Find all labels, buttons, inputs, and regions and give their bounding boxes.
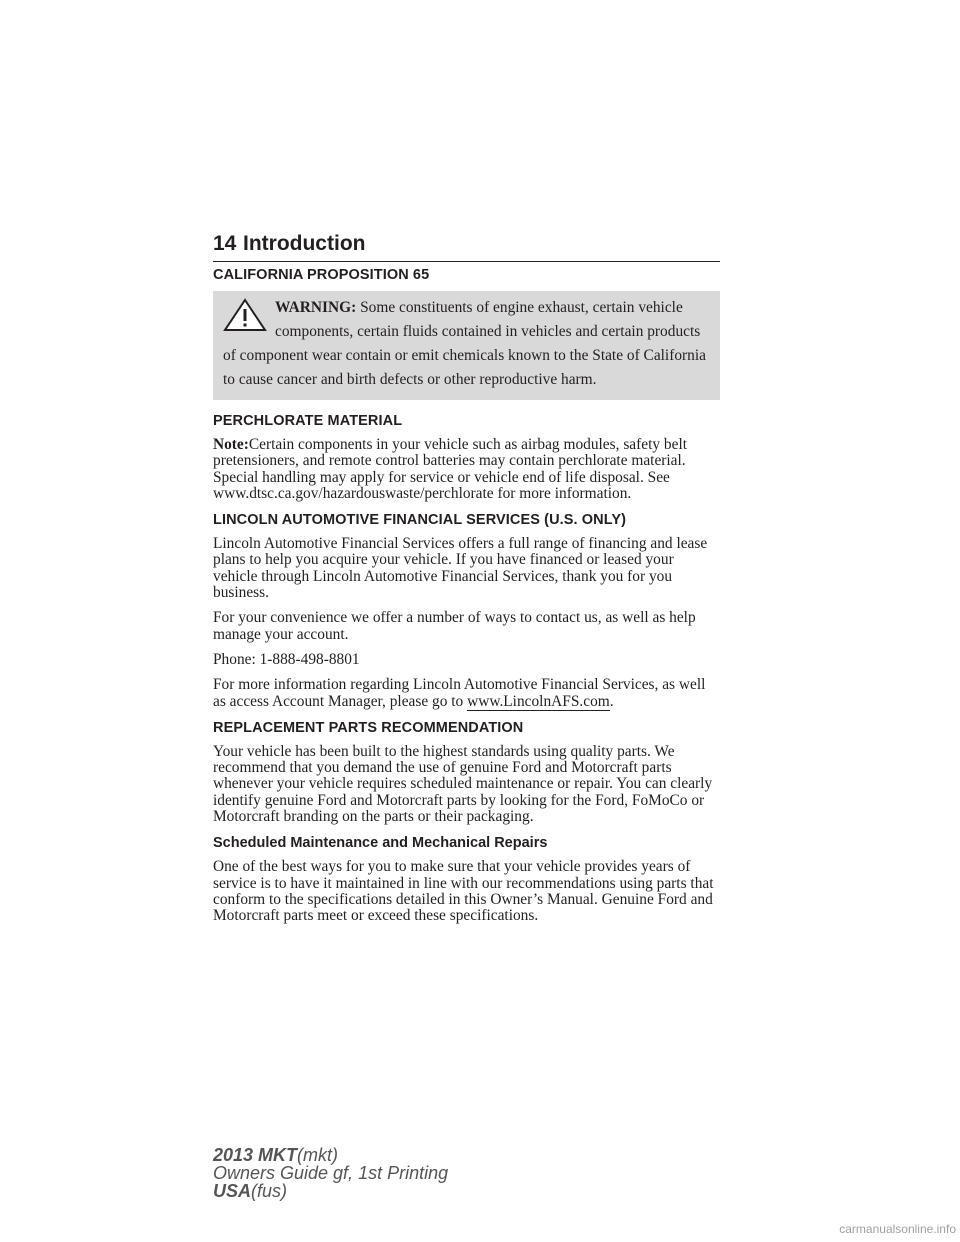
financial-phone: Phone: 1-888-498-8801 <box>213 650 360 668</box>
maintenance-para1: One of the best ways for you to make sure that your vehicle provides years of service is to have it maintained in line with our recommendations using parts that conform to the specifications detailed in this Owner’s Manual. Genuine Ford and Motorcraft parts meet or exceed these specifications. <box>213 858 714 925</box>
footer-market-code: (fus) <box>251 1181 288 1201</box>
lincolnafs-link[interactable]: www.LincolnAFS.com <box>467 692 610 710</box>
footer-model-code: (mkt) <box>297 1145 339 1165</box>
footer-line2: Owners Guide gf, 1st Printing <box>213 1163 449 1183</box>
warning-text: components, certain fluids contained in vehicles and certain products of component wear contain or emit chemicals known to the State of California to cause cancer and birth defects or other reproductive harm. <box>223 323 706 388</box>
financial-para2: For your convenience we offer a number of ways to contact us, as well as help manage your account. <box>213 609 696 643</box>
page-number: 14 <box>213 232 237 255</box>
page-content <box>213 266 720 934</box>
financial-para3-text: For more information regarding Lincoln Automotive Financial Services, as well as access Account Manager, please go to <box>213 676 706 710</box>
financial-para3-end: . <box>609 692 614 710</box>
heading-maintenance: Scheduled Maintenance and Mechanical Repairs <box>213 835 548 852</box>
note-label: Note: <box>213 436 249 453</box>
warning-triangle-icon <box>223 298 267 332</box>
watermark: carmanualsonline.info <box>839 1222 956 1236</box>
financial-para3 <box>213 677 720 710</box>
warning-line1: Some constituents of engine exhaust, certain vehicle <box>360 299 683 316</box>
parts-para1: Your vehicle has been built to the highest standards using quality parts. We recommend that you demand the use of genuine Ford and Motorcraft parts whenever your vehicle requires scheduled maintenance or repair. You can clearly identify genuine Ford and Motorcraft parts by looking for the Ford, FoMoCo or Motorcraft branding on the parts or their packaging. <box>213 742 713 826</box>
footer-line3 <box>213 1182 448 1200</box>
perchlorate-note <box>213 437 720 502</box>
heading-prop65: CALIFORNIA PROPOSITION 65 <box>213 267 430 283</box>
footer-model: 2013 MKT <box>213 1145 298 1165</box>
warning-label: WARNING: <box>275 299 357 316</box>
warning-box <box>213 291 720 400</box>
financial-para1: Lincoln Automotive Financial Services offers a full range of financing and lease plans to help you acquire your vehicle. If you have financed or leased your vehicle through Lincoln Automotive Financial Services, thank you for you business. <box>213 535 708 602</box>
footer-line1 <box>213 1146 448 1164</box>
running-header <box>213 232 720 262</box>
print-footer <box>213 1146 448 1200</box>
footer-market: USA <box>213 1181 252 1201</box>
section-title: Introduction <box>243 232 366 255</box>
heading-parts: REPLACEMENT PARTS RECOMMENDATION <box>213 719 524 736</box>
note-text: Certain components in your vehicle such as airbag modules, safety belt pretensioners, and remote control batteries may contain perchlorate material. Special handling may apply for service or vehicle end of life disposal. See www.dtsc.ca.gov/hazardouswaste/perchlorate for more information. <box>213 436 687 502</box>
heading-financial: LINCOLN AUTOMOTIVE FINANCIAL SERVICES (U.S. ONLY) <box>213 512 627 529</box>
heading-perchlorate: PERCHLORATE MATERIAL <box>213 413 403 429</box>
